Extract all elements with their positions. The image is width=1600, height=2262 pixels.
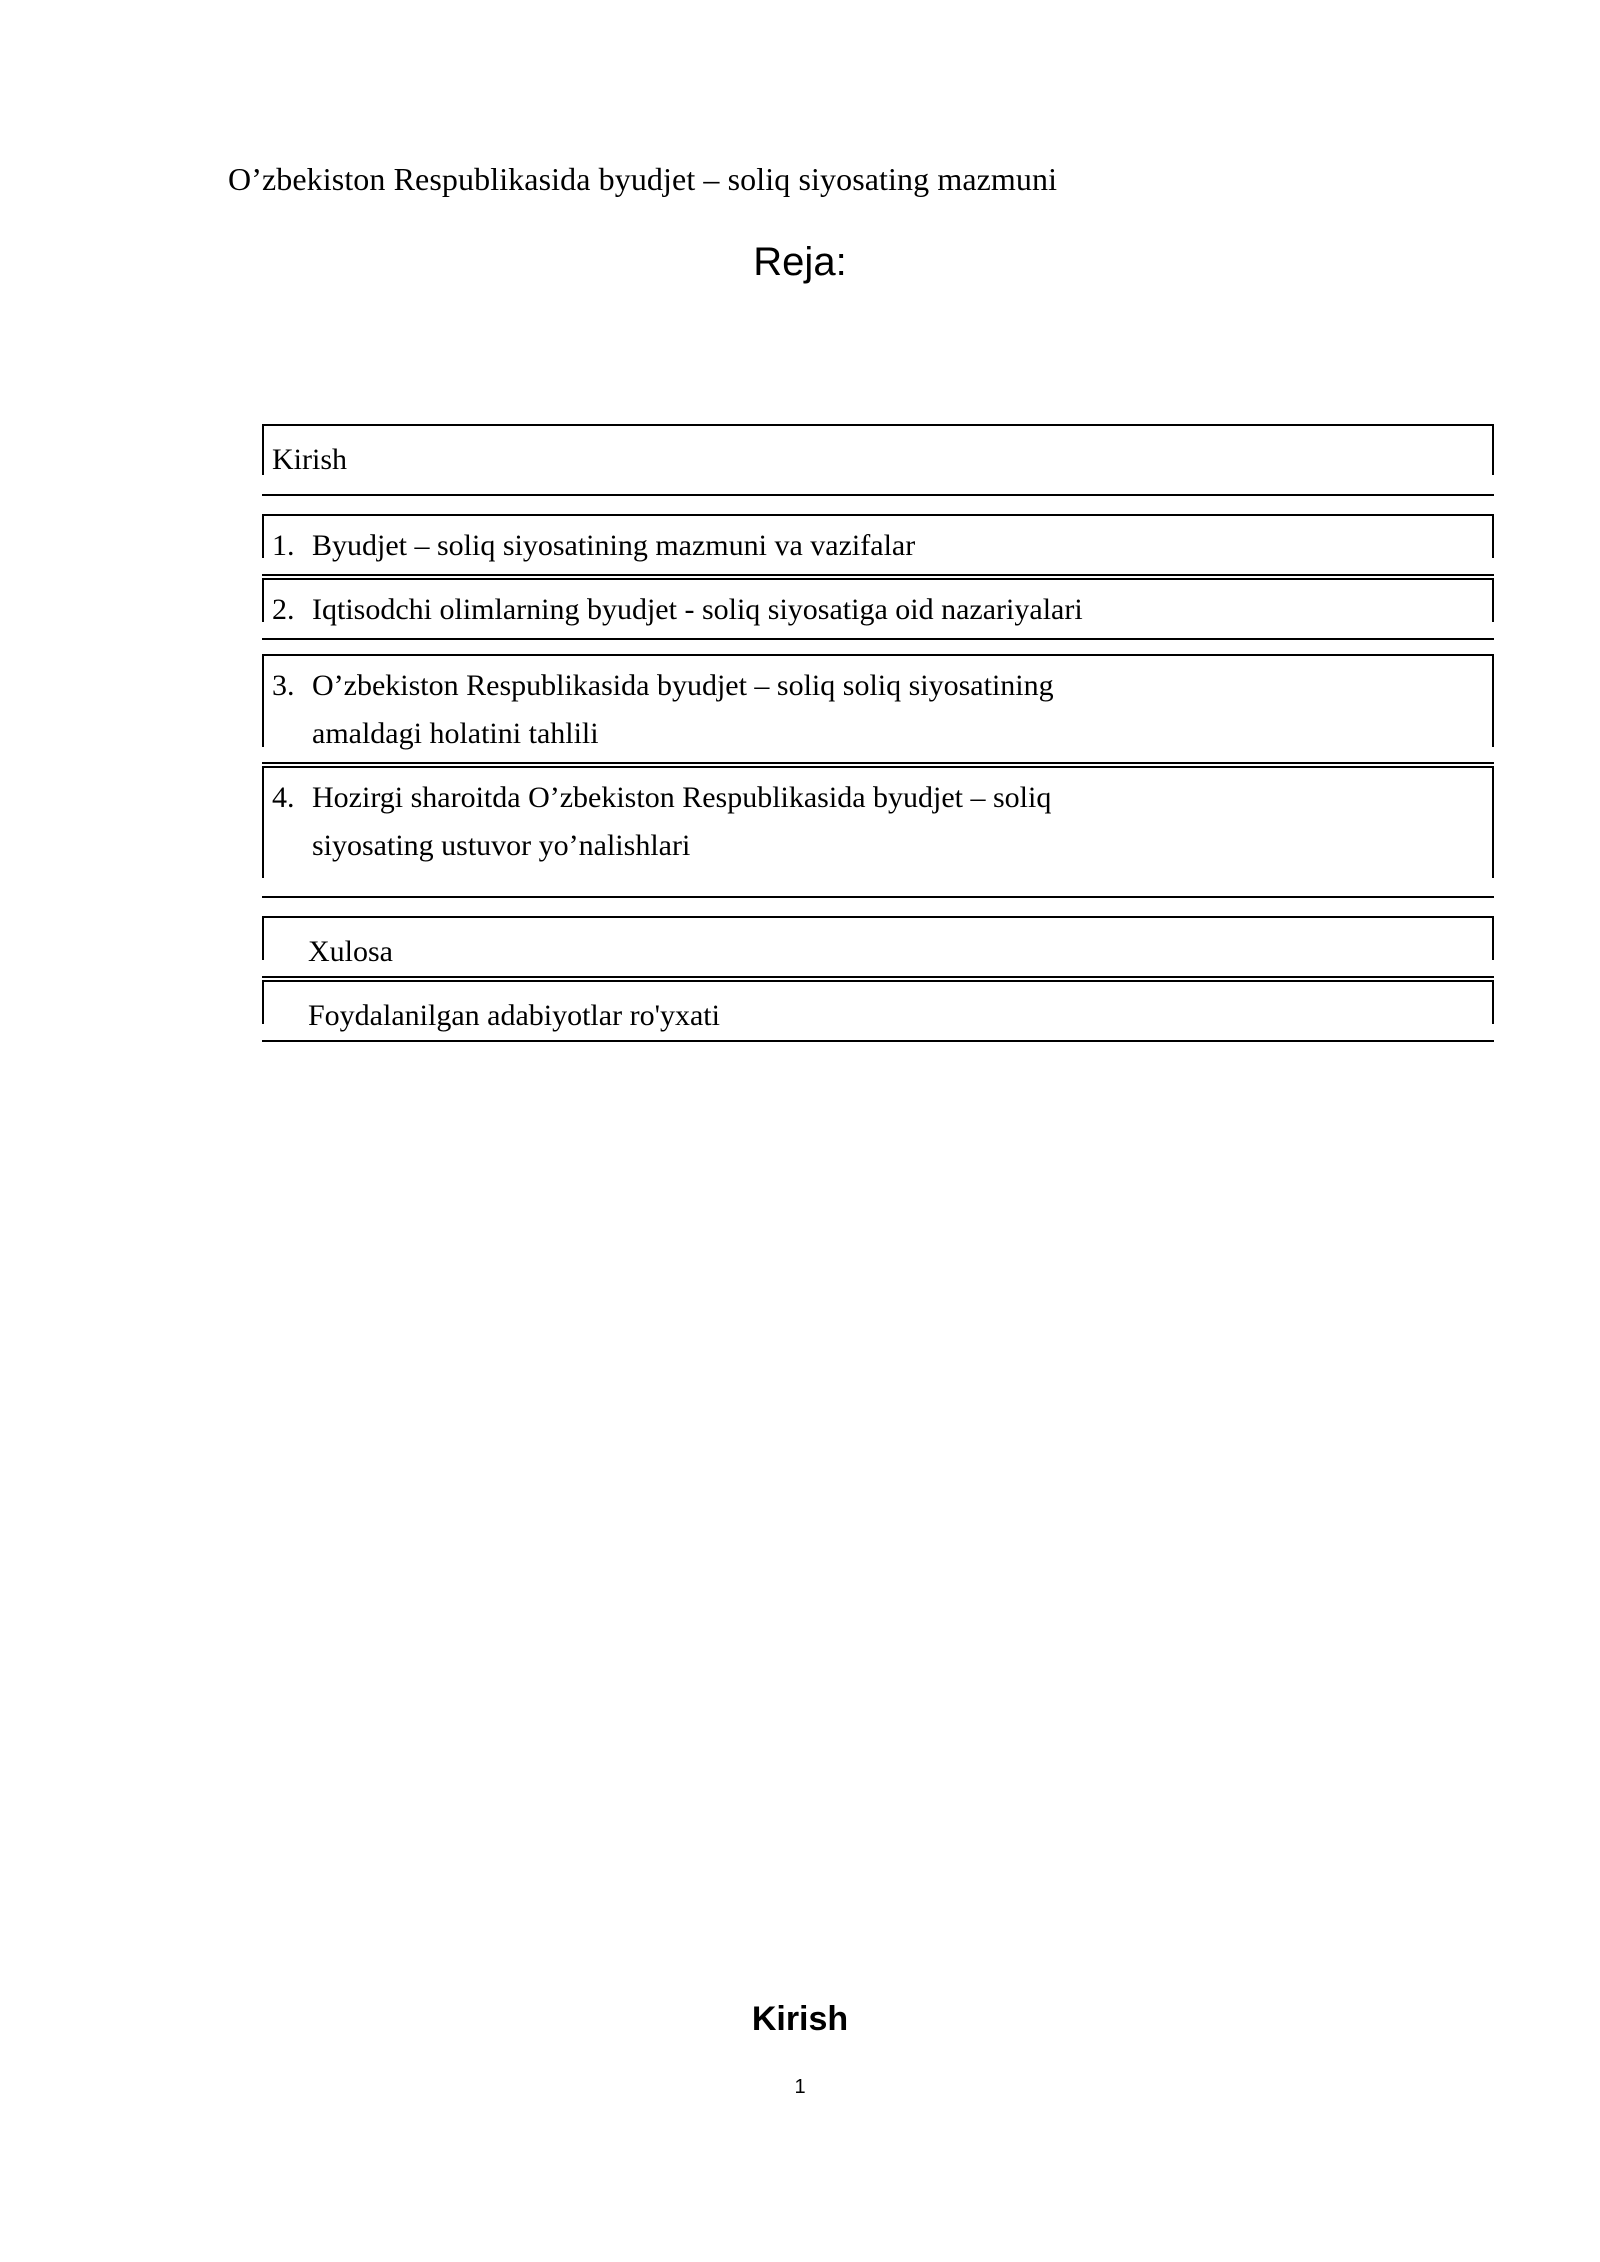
page-number: 1 (794, 2076, 806, 2098)
outline-row-references (262, 980, 1494, 1042)
outline-references-label: Foydalanilgan adabiyotlar ro'yxati (308, 999, 720, 1032)
outline-item-3-index: 3. (272, 669, 295, 702)
outline-row-item-1 (262, 514, 1494, 576)
outline-item-1-text: Byudjet – soliq siyosatining mazmuni va vazifalar (312, 529, 916, 562)
outline-item-3-line-1: O’zbekiston Respublikasida byudjet – soliq soliq siyosatining (312, 669, 1054, 702)
section-heading-kirish: Kirish (751, 2000, 849, 2038)
plan-heading: Reja: (753, 240, 847, 284)
outline-table (262, 424, 1494, 1042)
outline-conclusion-label: Xulosa (308, 935, 393, 968)
outline-item-2-text: Iqtisodchi olimlarning byudjet - soliq siyosatiga oid nazariyalari (312, 593, 1083, 626)
outline-item-4-line-1: Hozirgi sharoitda O’zbekiston Respublikasida byudjet – soliq (312, 781, 1052, 814)
outline-item-4-index: 4. (272, 781, 295, 814)
outline-item-2-index: 2. (272, 593, 295, 626)
outline-item-1-index: 1. (272, 529, 295, 562)
outline-item-4-text (312, 774, 1486, 870)
outline-row-conclusion (262, 916, 1494, 978)
outline-item-4-line-2: siyosating ustuvor yo’nalishlari (312, 829, 691, 862)
outline-row-item-4 (262, 766, 1494, 898)
outline-row-item-3 (262, 654, 1494, 764)
page-title: O’zbekiston Respublikasida byudjet – soliq siyosating mazmuni (228, 161, 1058, 197)
outline-row-item-2 (262, 578, 1494, 640)
outline-intro-label: Kirish (272, 443, 347, 476)
outline-item-3-text (312, 662, 1486, 758)
outline-item-3-line-2: amaldagi holatini tahlili (312, 717, 599, 750)
outline-row-intro (262, 424, 1494, 496)
